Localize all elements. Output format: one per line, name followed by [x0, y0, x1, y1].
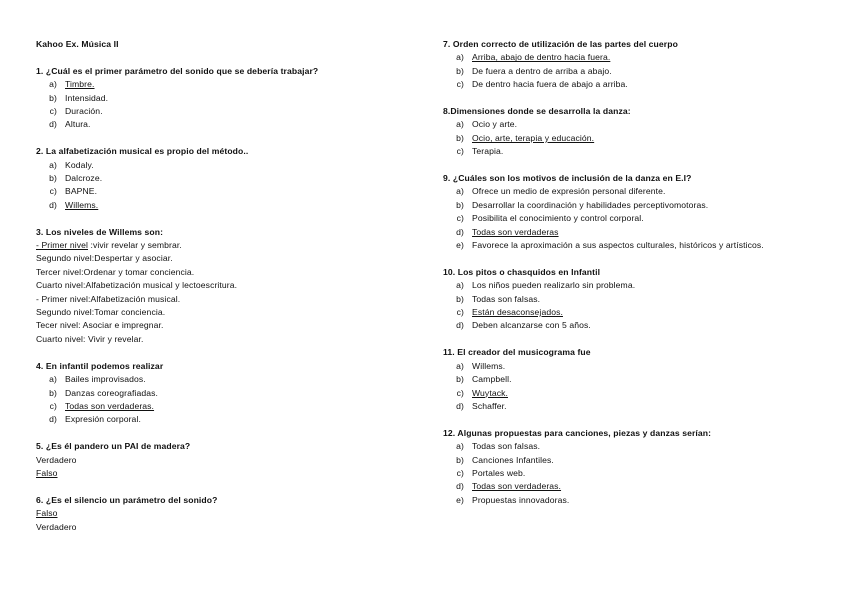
option — [36, 199, 416, 212]
option-text: Danzas coreografiadas. — [65, 387, 158, 398]
option-letter: b) — [49, 173, 57, 184]
option — [443, 185, 843, 198]
option — [443, 306, 843, 319]
option — [443, 360, 843, 373]
option-letter: d) — [456, 481, 464, 492]
question-text: 7. Orden correcto de utilización de las partes del cuerpo — [443, 39, 678, 49]
option — [443, 440, 843, 453]
option-text: Altura. — [65, 119, 91, 130]
option — [36, 400, 416, 413]
option — [443, 65, 843, 78]
option — [36, 172, 416, 185]
question-block — [443, 172, 843, 252]
option-letter: a) — [49, 159, 57, 170]
option-text: Schaffer. — [472, 400, 507, 411]
question-block — [36, 145, 416, 212]
option-text: Favorece la aproximación a sus aspectos culturales, históricos y artísticos. — [472, 240, 764, 251]
left-questions — [36, 65, 416, 226]
question-text: 6. ¿Es el silencio un parámetro del sonido? — [36, 494, 218, 505]
option-letter: c) — [49, 106, 57, 117]
correct-answer: Falso — [36, 508, 58, 519]
option-text: Propuestas innovadoras. — [472, 494, 570, 505]
correct-answer: Ocio, arte, terapia y educación. — [472, 132, 595, 143]
question-4 — [36, 360, 416, 427]
option-letter: a) — [456, 52, 464, 63]
option-letter: d) — [456, 320, 464, 331]
option-letter: b) — [49, 387, 57, 398]
option-letter: c) — [49, 400, 57, 411]
option-text: Portales web. — [472, 467, 526, 478]
option-text: Expresión corporal. — [65, 414, 141, 425]
option — [36, 413, 416, 426]
option-text: Ocio y arte. — [472, 119, 518, 130]
correct-answer: Willems. — [65, 199, 99, 210]
answer-line — [36, 239, 416, 252]
option-text: Kodaly. — [65, 159, 94, 170]
answer-line: Cuarto nivel: Vivir y revelar. — [36, 333, 144, 344]
question-text: 9. ¿Cuáles son los motivos de inclusión de la danza en E.I? — [443, 173, 692, 184]
option-letter: b) — [456, 199, 464, 210]
option-letter: c) — [456, 79, 464, 90]
left-column — [36, 38, 416, 534]
option-text: De fuera a dentro de arriba a abajo. — [472, 65, 612, 76]
document-title: Kahoo Ex. Música II — [36, 39, 119, 49]
option-letter: c) — [456, 387, 464, 398]
answer-line: Verdadero — [36, 454, 77, 465]
option — [36, 105, 416, 118]
option-letter: a) — [456, 280, 464, 291]
correct-answer: Wuytack. — [472, 387, 508, 398]
option-text: Canciones Infantiles. — [472, 454, 554, 465]
option-letter: e) — [456, 240, 464, 251]
option-letter: c) — [456, 307, 464, 318]
option-letter: c) — [456, 146, 464, 157]
option-letter: a) — [456, 360, 464, 371]
option — [443, 400, 843, 413]
question-text: 12. Algunas propuestas para canciones, piezas y danzas serían: — [443, 427, 712, 438]
option-letter: a) — [456, 441, 464, 452]
option-text: BAPNE. — [65, 186, 98, 197]
option — [443, 454, 843, 467]
question-text: 10. Los pitos o chasquidos en Infantil — [443, 266, 601, 277]
option — [36, 159, 416, 172]
option-text: Los niños pueden realizarlo sin problema. — [472, 280, 636, 291]
option — [443, 480, 843, 493]
option-letter: a) — [456, 186, 464, 197]
option-text: De dentro hacia fuera de abajo a arriba. — [472, 79, 628, 90]
question-text: 8.Dimensiones donde se desarrolla la danza: — [443, 106, 631, 117]
option-text: Intensidad. — [65, 92, 109, 103]
correct-answer: Timbre. — [65, 79, 95, 90]
option-letter: a) — [49, 374, 57, 385]
option — [443, 319, 843, 332]
option — [443, 212, 843, 225]
option-text: Willems. — [472, 360, 506, 371]
option — [443, 239, 843, 252]
option-text: Terapia. — [472, 146, 504, 157]
question-5 — [36, 440, 416, 480]
question-block — [443, 427, 843, 507]
option — [443, 199, 843, 212]
question-block — [443, 105, 843, 159]
option-letter: c) — [456, 467, 464, 478]
answer-line: Cuarto nivel:Alfabetización musical y lectoescritura. — [36, 280, 238, 291]
option-text: Duración. — [65, 106, 103, 117]
option — [443, 226, 843, 239]
option-text: Posibilita el conocimiento y control corporal. — [472, 213, 644, 224]
option — [443, 373, 843, 386]
answer-line: Tercer nivel:Ordenar y tomar conciencia. — [36, 266, 195, 277]
option — [443, 78, 843, 91]
option — [443, 145, 843, 158]
option-text: Ofrece un medio de expresión personal diferente. — [472, 186, 666, 197]
answer-line: Segundo nivel:Despertar y asociar. — [36, 253, 173, 264]
option-letter: c) — [456, 213, 464, 224]
option-letter: b) — [456, 293, 464, 304]
option-letter: b) — [49, 92, 57, 103]
option-letter: d) — [49, 414, 57, 425]
question-text: 2. La alfabetización musical es propio del método.. — [36, 146, 249, 157]
option-letter: a) — [49, 79, 57, 90]
question-block — [443, 266, 843, 333]
correct-answer: Están desaconsejados. — [472, 307, 563, 318]
option-letter: d) — [49, 119, 57, 130]
option — [36, 118, 416, 131]
option-letter: b) — [456, 132, 464, 143]
answer-line: Verdadero — [36, 521, 77, 532]
option-text: Deben alcanzarse con 5 años. — [472, 320, 591, 331]
option — [443, 279, 843, 292]
answer-text: :vivir revelar y sembrar. — [88, 240, 182, 251]
question-3 — [36, 226, 416, 347]
correct-answer: Falso — [36, 467, 58, 478]
question-text: 5. ¿Es él pandero un PAI de madera? — [36, 441, 191, 452]
option-text: Dalcroze. — [65, 173, 103, 184]
option-text: Bailes improvisados. — [65, 374, 146, 385]
option-text: Todas son falsas. — [472, 441, 541, 452]
question-text: 3. Los niveles de Willems son: — [36, 226, 164, 237]
question-block — [443, 346, 843, 413]
question-block — [36, 65, 416, 132]
option-letter: b) — [456, 374, 464, 385]
option — [443, 494, 843, 507]
option — [36, 373, 416, 386]
correct-answer: Todas son verdaderas. — [472, 481, 562, 492]
option-text: Campbell. — [472, 374, 512, 385]
correct-answer: Todas son verdaderas — [472, 226, 559, 237]
option — [36, 185, 416, 198]
option — [36, 78, 416, 91]
question-text: 11. El creador del musicograma fue — [443, 347, 591, 358]
option-letter: b) — [456, 65, 464, 76]
question-6 — [36, 494, 416, 534]
option-letter: e) — [456, 494, 464, 505]
right-column — [443, 38, 843, 521]
option-text: Desarrollar la coordinación y habilidades perceptivomotoras. — [472, 199, 709, 210]
option — [443, 467, 843, 480]
option — [443, 51, 843, 64]
option-text: Todas son falsas. — [472, 293, 541, 304]
option-letter: d) — [456, 226, 464, 237]
option — [36, 387, 416, 400]
option — [443, 387, 843, 400]
question-text: 1. ¿Cuál es el primer parámetro del sonido que se debería trabajar? — [36, 65, 319, 76]
option-letter: b) — [456, 454, 464, 465]
answer-line: - Primer nivel:Alfabetización musical. — [36, 293, 181, 304]
correct-answer: Arriba, abajo de dentro hacia fuera. — [472, 52, 611, 63]
option — [443, 118, 843, 131]
option-letter: a) — [456, 119, 464, 130]
option — [36, 92, 416, 105]
answer-line: Segundo nivel:Tomar conciencia. — [36, 307, 166, 318]
option-letter: d) — [456, 400, 464, 411]
question-block — [443, 38, 843, 92]
option — [443, 132, 843, 145]
option-letter: d) — [49, 199, 57, 210]
option — [443, 293, 843, 306]
option-letter: c) — [49, 186, 57, 197]
correct-answer: - Primer nivel — [36, 240, 89, 251]
answer-line: Tecer nivel: Asociar e impregnar. — [36, 320, 164, 331]
correct-answer: Todas son verdaderas. — [65, 400, 155, 411]
question-text: 4. En infantil podemos realizar — [36, 360, 164, 371]
